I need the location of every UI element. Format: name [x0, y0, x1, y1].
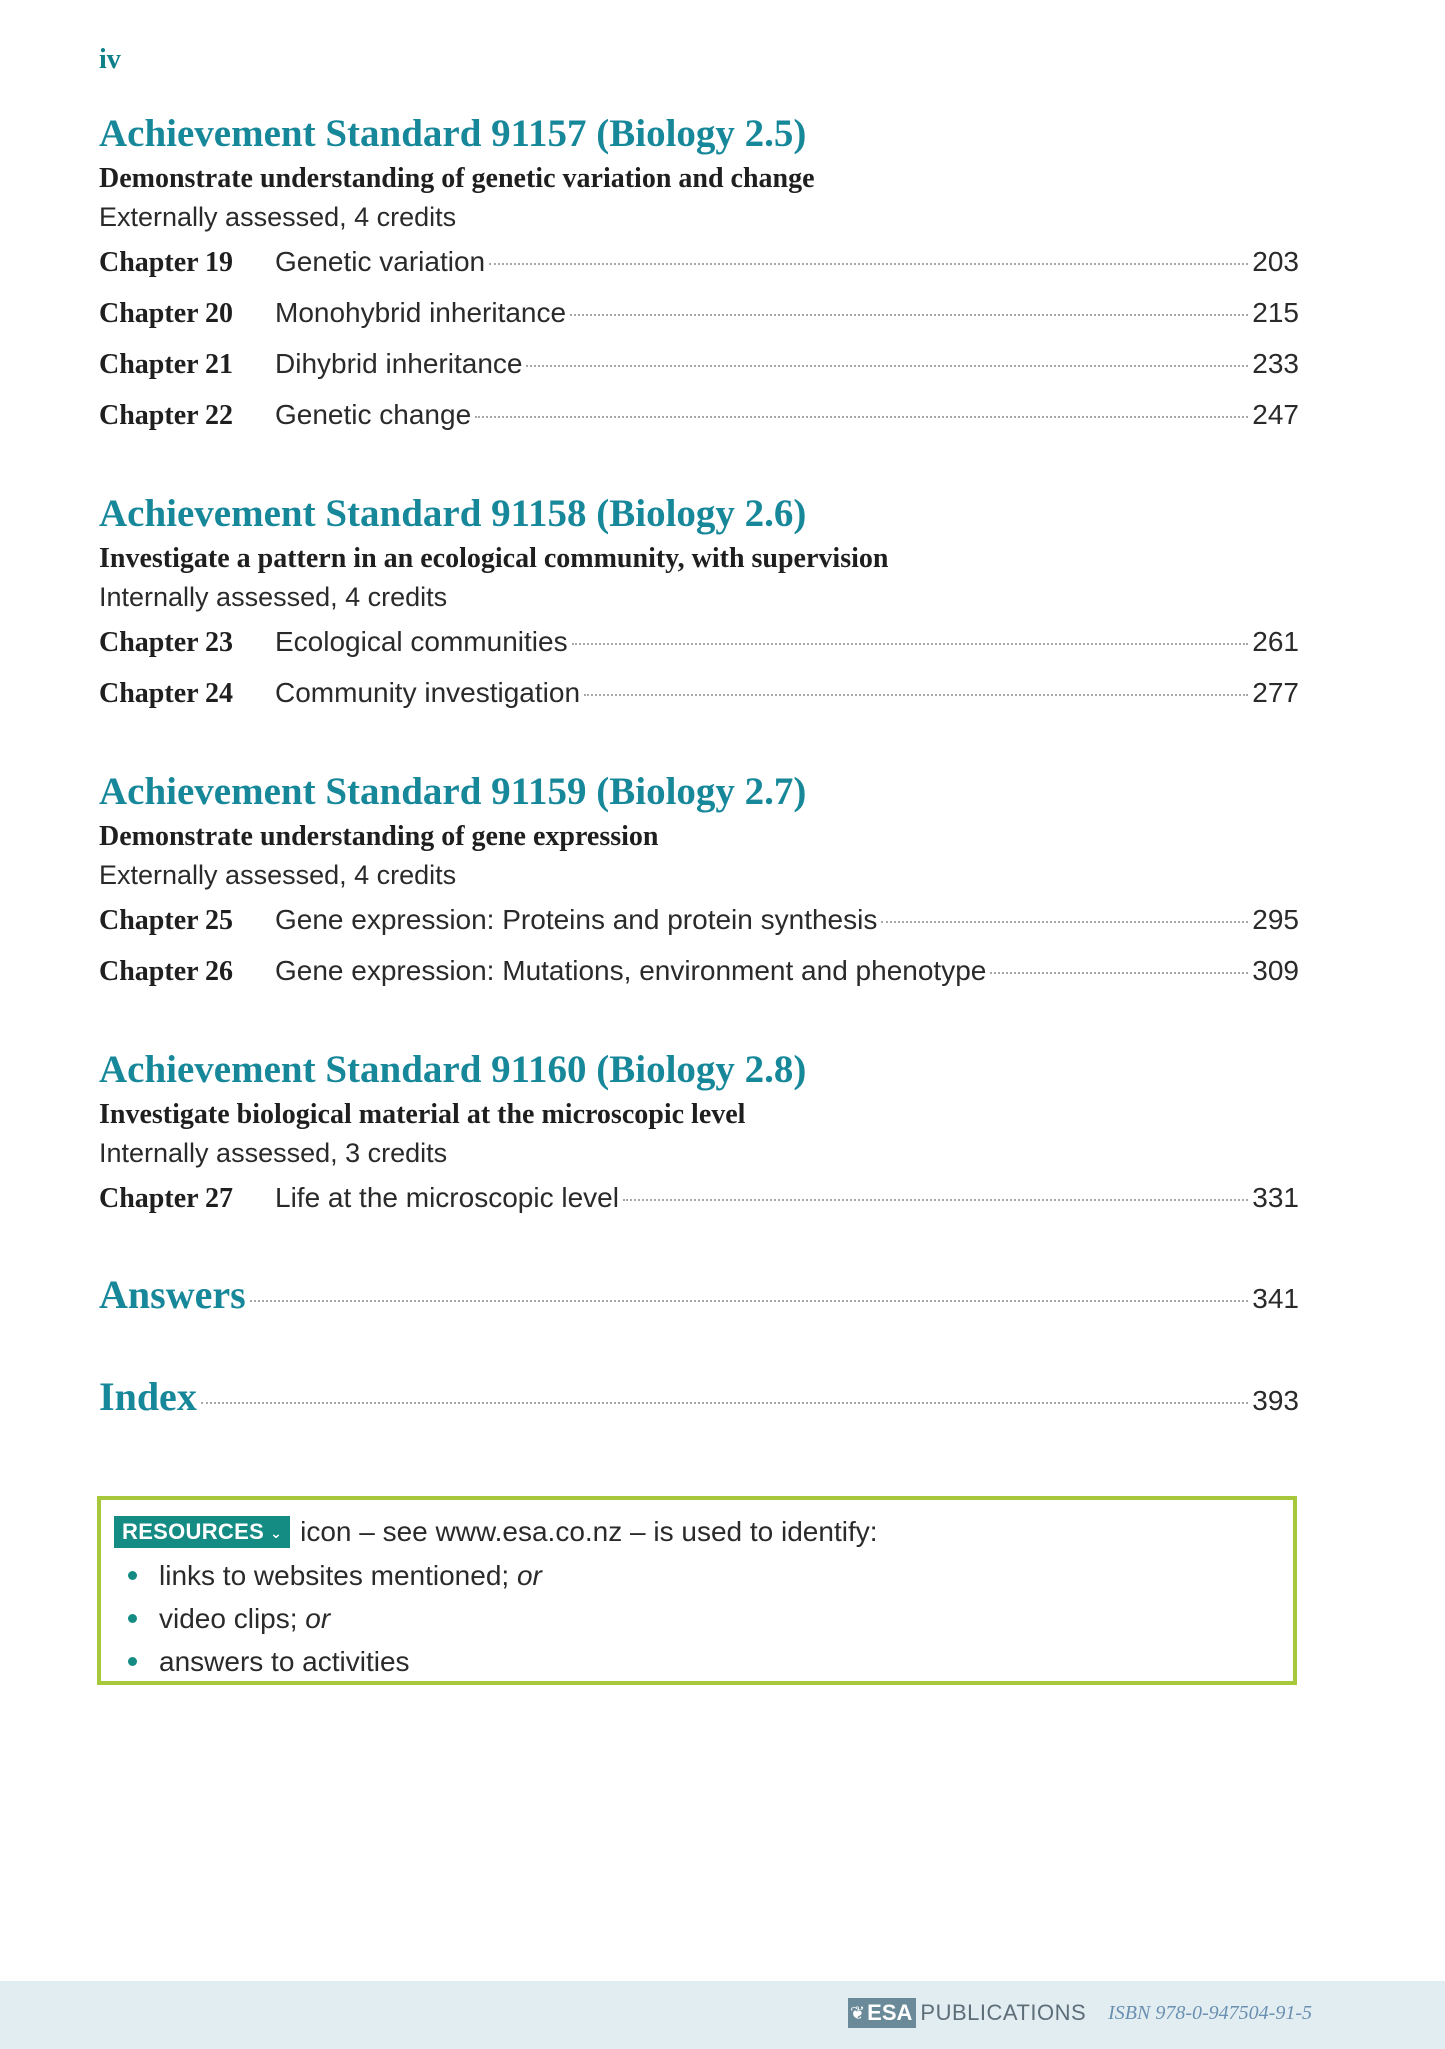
footer-publisher — [848, 1998, 1312, 2028]
toc-entry-chapter-22[interactable] — [99, 399, 1299, 450]
chapter-page: 247 — [1252, 399, 1299, 430]
bullet-icon — [128, 1571, 137, 1580]
dot-leader — [526, 365, 1248, 367]
standard-assessment: Internally assessed, 3 credits — [99, 1138, 448, 1168]
dot-leader — [475, 416, 1248, 418]
page-number: iv — [99, 44, 121, 75]
chapter-page: 331 — [1252, 1182, 1299, 1213]
dot-leader — [881, 921, 1248, 923]
bullet-suffix: or — [516, 1560, 542, 1591]
chapter-title: Gene expression: Mutations, environment and phenotype — [275, 955, 987, 986]
resources-badge-label: RESOURCES — [122, 1519, 265, 1544]
chapter-title: Genetic variation — [275, 246, 486, 277]
bullet-text: video clips; — [159, 1603, 298, 1634]
list-item — [114, 1597, 1280, 1640]
toc-entry-chapter-23[interactable] — [99, 626, 1299, 677]
chapter-title: Monohybrid inheritance — [275, 297, 567, 328]
standard-section-91160 — [99, 1044, 1299, 1233]
resources-intro-text: icon – see www.esa.co.nz – is used to identify: — [300, 1516, 878, 1547]
standard-title: Achievement Standard 91159 (Biology 2.7) — [99, 770, 807, 813]
dot-leader — [201, 1402, 1248, 1404]
standard-title: Achievement Standard 91160 (Biology 2.8) — [99, 1048, 807, 1091]
index-page: 393 — [1252, 1385, 1299, 1416]
resources-info-box — [97, 1496, 1297, 1685]
standard-section-91157 — [99, 108, 1299, 450]
chapter-page: 203 — [1252, 246, 1299, 277]
standard-subtitle: Demonstrate understanding of gene expression — [99, 821, 659, 852]
logo-text: ESA — [867, 2000, 913, 2025]
toc-entry-chapter-27[interactable] — [99, 1182, 1299, 1233]
publisher-name: PUBLICATIONS — [920, 2000, 1087, 2025]
dot-leader — [623, 1199, 1248, 1201]
table-of-contents — [99, 108, 1299, 1475]
chapter-title: Life at the microscopic level — [275, 1182, 619, 1213]
chapter-page: 277 — [1252, 677, 1299, 708]
chapter-label: Chapter 25 — [99, 905, 234, 936]
isbn-text: ISBN 978-0-947504-91-5 — [1108, 2001, 1312, 2024]
bullet-icon — [128, 1657, 137, 1666]
toc-entry-chapter-26[interactable] — [99, 955, 1299, 1006]
toc-entry-chapter-24[interactable] — [99, 677, 1299, 728]
standard-assessment: Externally assessed, 4 credits — [99, 860, 457, 890]
list-item — [114, 1640, 1280, 1683]
standard-title: Achievement Standard 91157 (Biology 2.5) — [99, 112, 807, 155]
chapter-label: Chapter 21 — [99, 349, 234, 380]
standard-subtitle: Demonstrate understanding of genetic variation and change — [99, 163, 815, 194]
toc-entry-chapter-25[interactable] — [99, 904, 1299, 955]
chapter-label: Chapter 19 — [99, 247, 234, 278]
chapter-page: 215 — [1252, 297, 1299, 328]
answers-page: 341 — [1252, 1283, 1299, 1314]
dot-leader — [489, 263, 1248, 265]
chapter-title: Genetic change — [275, 399, 472, 430]
resources-badge — [114, 1516, 290, 1548]
toc-entry-index[interactable] — [99, 1373, 1299, 1443]
chapter-label: Chapter 20 — [99, 298, 234, 329]
answers-heading: Answers — [99, 1272, 246, 1317]
toc-entry-chapter-21[interactable] — [99, 348, 1299, 399]
resources-bullet-list — [114, 1554, 1280, 1683]
standard-section-91159 — [99, 766, 1299, 1006]
dot-leader — [570, 314, 1248, 316]
toc-entry-answers[interactable] — [99, 1271, 1299, 1341]
standard-subtitle: Investigate a pattern in an ecological community, with supervision — [99, 543, 889, 574]
bullet-text: answers to activities — [159, 1646, 410, 1677]
list-item — [114, 1554, 1280, 1597]
toc-entry-chapter-19[interactable] — [99, 246, 1299, 297]
esa-logo — [848, 1998, 916, 2028]
leaf-icon: ❦ — [850, 2002, 866, 2023]
dot-leader — [990, 972, 1248, 974]
chapter-label: Chapter 22 — [99, 400, 234, 431]
chapter-page: 309 — [1252, 955, 1299, 986]
dot-leader — [572, 643, 1249, 645]
resources-intro-line — [114, 1510, 1280, 1554]
chapter-label: Chapter 26 — [99, 956, 234, 987]
dot-leader — [250, 1300, 1249, 1302]
standard-assessment: Externally assessed, 4 credits — [99, 202, 457, 232]
index-heading: Index — [99, 1374, 197, 1419]
standard-section-91158 — [99, 488, 1299, 728]
toc-entry-chapter-20[interactable] — [99, 297, 1299, 348]
chapter-label: Chapter 23 — [99, 627, 234, 658]
chapter-page: 233 — [1252, 348, 1299, 379]
standard-subtitle: Investigate biological material at the microscopic level — [99, 1099, 746, 1130]
chapter-page: 261 — [1252, 626, 1299, 657]
chapter-label: Chapter 27 — [99, 1183, 234, 1214]
standard-assessment: Internally assessed, 4 credits — [99, 582, 448, 612]
chapter-title: Community investigation — [275, 677, 581, 708]
bullet-text: links to websites mentioned; — [159, 1560, 510, 1591]
chapter-title: Dihybrid inheritance — [275, 348, 523, 379]
chapter-label: Chapter 24 — [99, 678, 234, 709]
dot-leader — [584, 694, 1248, 696]
chapter-title: Ecological communities — [275, 626, 568, 657]
chapter-page: 295 — [1252, 904, 1299, 935]
chapter-title: Gene expression: Proteins and protein synthesis — [275, 904, 878, 935]
standard-title: Achievement Standard 91158 (Biology 2.6) — [99, 492, 807, 535]
bullet-icon — [128, 1614, 137, 1623]
chevron-down-icon: ⌄ — [270, 1524, 283, 1541]
bullet-suffix: or — [305, 1603, 331, 1634]
